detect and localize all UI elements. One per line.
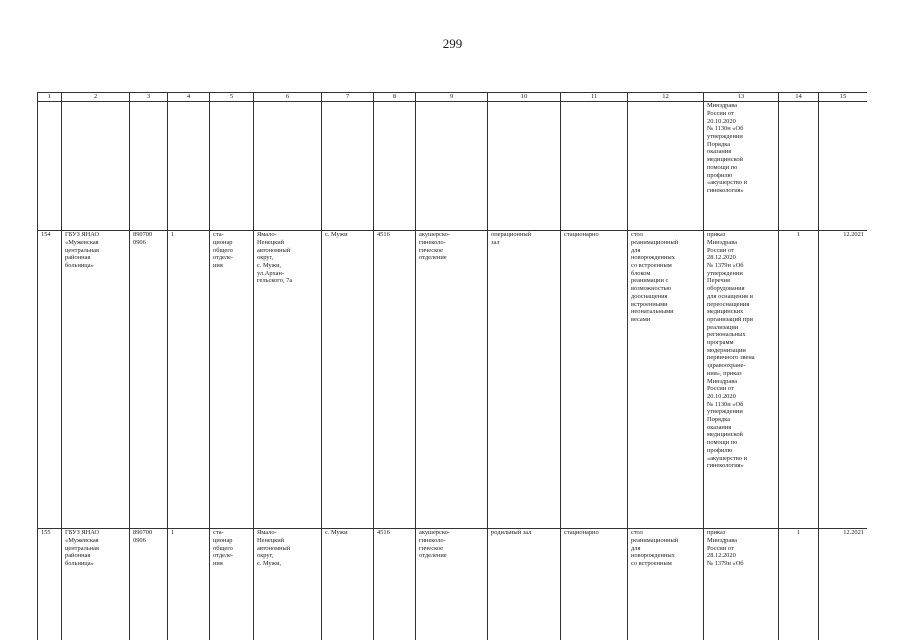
column-number: 9	[416, 93, 488, 102]
cell-regulation: приказ Минздрава России от 28.12.2020 № 1379н «Об	[704, 528, 779, 640]
cell-code: 890700 0906	[130, 528, 168, 640]
cell-date: 12.2021	[819, 528, 868, 640]
page-number: 299	[442, 36, 463, 51]
cell-regulation: приказ Минздрава России от 28.12.2020 № 1379н «Об утверждении Перечня оборудования для оснащения и переоснащения медицинских организаций при реализации региональных программ модернизации первичного звена здравоохране- ния», приказ Минздрава России от 20.10.2020 № 1130н «Об утверждении Порядка оказания медицинской помощи по профилю «акушерство и гинекология»	[704, 230, 779, 528]
equipment-table-container	[37, 92, 867, 640]
cell-organization: ГБУЗ ЯНАО «Мужевская центральная районная больница»	[62, 230, 130, 528]
cell-care-form: стационарно	[561, 528, 628, 640]
cell-quantity: 1	[779, 528, 819, 640]
cell-locality	[322, 101, 374, 230]
cell-regulation: Минздрава России от 20.10.2020 № 1130н «Об утверждении Порядка оказания медицинской помощи по профилю «акушерство и гинекология»	[704, 101, 779, 230]
table-row-155	[38, 528, 868, 640]
cell-date	[819, 101, 868, 230]
cell-col-4: 1	[168, 230, 210, 528]
column-number: 10	[488, 93, 561, 102]
cell-col-4	[168, 101, 210, 230]
cell-row-number	[38, 101, 62, 230]
cell-locality-code	[374, 101, 416, 230]
cell-unit-type: ста- ционар общего отделе- ния	[210, 230, 254, 528]
column-number: 7	[322, 93, 374, 102]
cell-unit-type: ста- ционар общего отделе- ния	[210, 528, 254, 640]
column-number: 14	[779, 93, 819, 102]
table-row-154	[38, 230, 868, 528]
cell-room: операционный зал	[488, 230, 561, 528]
cell-department	[416, 101, 488, 230]
column-number: 5	[210, 93, 254, 102]
cell-row-number: 155	[38, 528, 62, 640]
cell-room	[488, 101, 561, 230]
cell-address: Ямало- Ненецкий автономный округ, с. Мужи, ул.Архан- гельского, 7а	[254, 230, 322, 528]
cell-locality-code: 4516	[374, 528, 416, 640]
cell-care-form: стационарно	[561, 230, 628, 528]
cell-quantity: 1	[779, 230, 819, 528]
cell-quantity	[779, 101, 819, 230]
column-number: 3	[130, 93, 168, 102]
cell-locality: с. Мужи	[322, 528, 374, 640]
column-number: 4	[168, 93, 210, 102]
column-number: 1	[38, 93, 62, 102]
cell-equipment: стол реанимационный для новорожденных со встроенным	[628, 528, 704, 640]
cell-code	[130, 101, 168, 230]
column-number: 13	[704, 93, 779, 102]
column-number: 15	[819, 93, 868, 102]
cell-organization: ГБУЗ ЯНАО «Мужевская центральная районная больница»	[62, 528, 130, 640]
cell-organization	[62, 101, 130, 230]
cell-row-number: 154	[38, 230, 62, 528]
cell-care-form	[561, 101, 628, 230]
column-number: 6	[254, 93, 322, 102]
column-number: 11	[561, 93, 628, 102]
cell-date: 12.2021	[819, 230, 868, 528]
column-number-row	[38, 93, 868, 102]
cell-department: акушерско- гинеколо- гическое отделение	[416, 230, 488, 528]
cell-col-4: 1	[168, 528, 210, 640]
column-number: 8	[374, 93, 416, 102]
column-number: 2	[62, 93, 130, 102]
table-row-continuation	[38, 101, 868, 230]
cell-equipment	[628, 101, 704, 230]
equipment-table	[37, 92, 867, 640]
cell-address: Ямало- Ненецкий автономный округ, с. Мужи,	[254, 528, 322, 640]
cell-code: 890700 0906	[130, 230, 168, 528]
cell-department: акушерско- гинеколо- гическое отделение	[416, 528, 488, 640]
cell-room: родильный зал	[488, 528, 561, 640]
cell-locality-code: 4516	[374, 230, 416, 528]
cell-unit-type	[210, 101, 254, 230]
column-number: 12	[628, 93, 704, 102]
cell-locality: с. Мужи	[322, 230, 374, 528]
cell-address	[254, 101, 322, 230]
cell-equipment: стол реанимационный для новорожденных со встроенным блоком реанимации с возможностью дооснащения встроенными неонатальными весами	[628, 230, 704, 528]
